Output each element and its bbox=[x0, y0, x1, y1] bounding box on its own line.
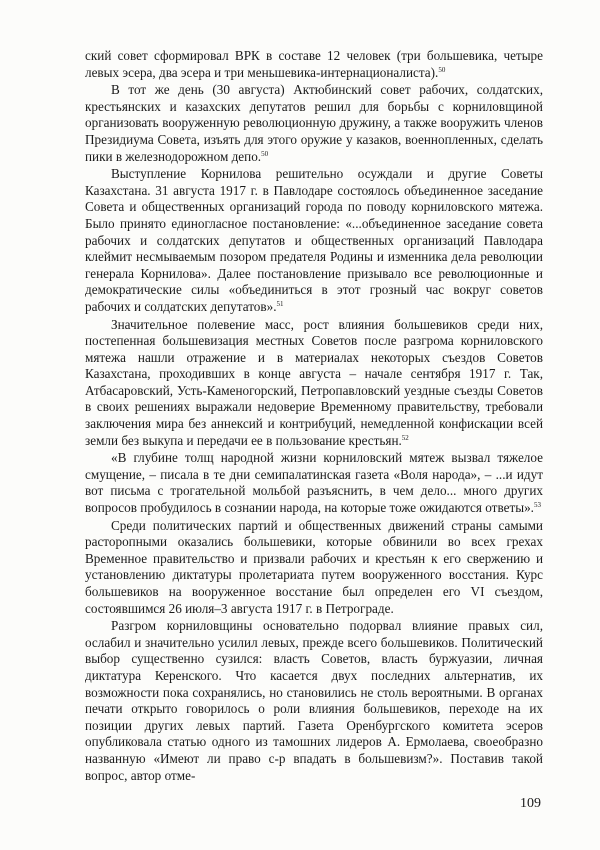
footnote-ref-50-b: 50 bbox=[261, 149, 269, 158]
paragraph-1-text: ский совет сформировал ВРК в составе 12 человек (три большевика, четыре левых эсера, два эсера и три меньшевика-интернационалиста). bbox=[85, 48, 543, 80]
paragraph-5-text: «В глубине толщ народной жизни корниловский мятеж вызвал тяжелое смущение, – писала в те дни семипалатинская газета «Воля народа», – ...и идут вот письма с трогательной мольбой разъяснить, в чем дело... много других вопросов пробудилось в сознании народа, на которые тоже ожидаются ответы». bbox=[85, 450, 543, 516]
footnote-ref-53: 53 bbox=[533, 501, 541, 510]
paragraph-1 bbox=[85, 48, 543, 81]
paragraph-6-text: Среди политических партий и общественных движений страны самыми расторопными оказались большевики, которые обвинили во всех грехах Временное правительство и призвали рабочих и крестьян к его свержению и установлению диктатуры пролетариата путем вооруженного восстания. Курс большевиков на вооруженное восстание был определен его VI съездом, состоявшимся 26 июля–3 августа 1917 г. в Петрограде. bbox=[85, 517, 543, 616]
paragraph-4-text: Значительное полевение масс, рост влияния большевиков среди них, постепенная большевизация местных Советов после разгрома корниловского мятежа нашли отражение и в материалах некоторых съездов Советов Казахстана, проходивших в конце августа – начале сентября 1917 г. Так, Атбасаровский, Усть-Каменогорский, Петропавловский уездные съезды Советов в своих решениях выражали недоверие Временному правительству, требовали заключения мира без аннексий и контрибуций, немедленной конфискации всей земли без выкупа и передачи ее в пользование крестьян. bbox=[85, 316, 543, 448]
paragraph-4 bbox=[85, 317, 543, 450]
footnote-ref-50: 50 bbox=[438, 65, 446, 74]
paragraph-7-text: Разгром корниловщины основательно подорвал влияние правых сил, ослабил и значительно усилил левых, прежде всего большевиков. Политический выбор существенно сузился: власть Советов, власть буржуазии, личная диктатура Керенского. Что касается двух последних альтернатив, их возможности пока сохранялись, но становились не столь вероятными. В органах печати открыто говорилось о роли влияния большевиков, переходе на их позиции других левых партий. Газета Оренбургского комитета эсеров опубликовала статью одного из тамошних лидеров А. Ермолаева, своеобразно названную «Имеют ли право с-р впадать в большевизм?». Поставив такой вопрос, автор отме- bbox=[85, 618, 543, 783]
paragraph-2 bbox=[85, 82, 543, 165]
paragraph-6 bbox=[85, 518, 543, 618]
paragraph-7 bbox=[85, 618, 543, 784]
footnote-ref-52: 52 bbox=[401, 433, 409, 442]
paragraph-3-text: Выступление Корнилова решительно осуждали и другие Советы Казахстана. 31 августа 1917 г. в Павлодаре состоялось объединенное заседание Совета и общественных организаций города по поводу корниловского мятежа. Было принято единогласное постановление: «...объединенное заседание совета рабочих и солдатских депутатов и общественных организаций Павлодара клеймит несмываемым позором предателя Родины и изменника дела революции генерала Корнилова». Далее постановление призывало все революционные и демократические силы «объединиться в этот грозный час вокруг советов рабочих и солдатских депутатов». bbox=[85, 166, 543, 314]
page-number: 109 bbox=[520, 796, 541, 811]
paragraph-3 bbox=[85, 166, 543, 315]
footnote-ref-51: 51 bbox=[276, 299, 284, 308]
paragraph-2-text: В тот же день (30 августа) Актюбинский совет рабочих, солдатских, крестьянских и казахских депутатов решил для борьбы с корниловщиной организовать вооруженную революционную дружину, а также вооружить членов Президиума Совета, изъять для этого оружие у казаков, военнопленных, сделать пики в железнодорожном депо. bbox=[85, 82, 543, 164]
paragraph-5 bbox=[85, 450, 543, 516]
